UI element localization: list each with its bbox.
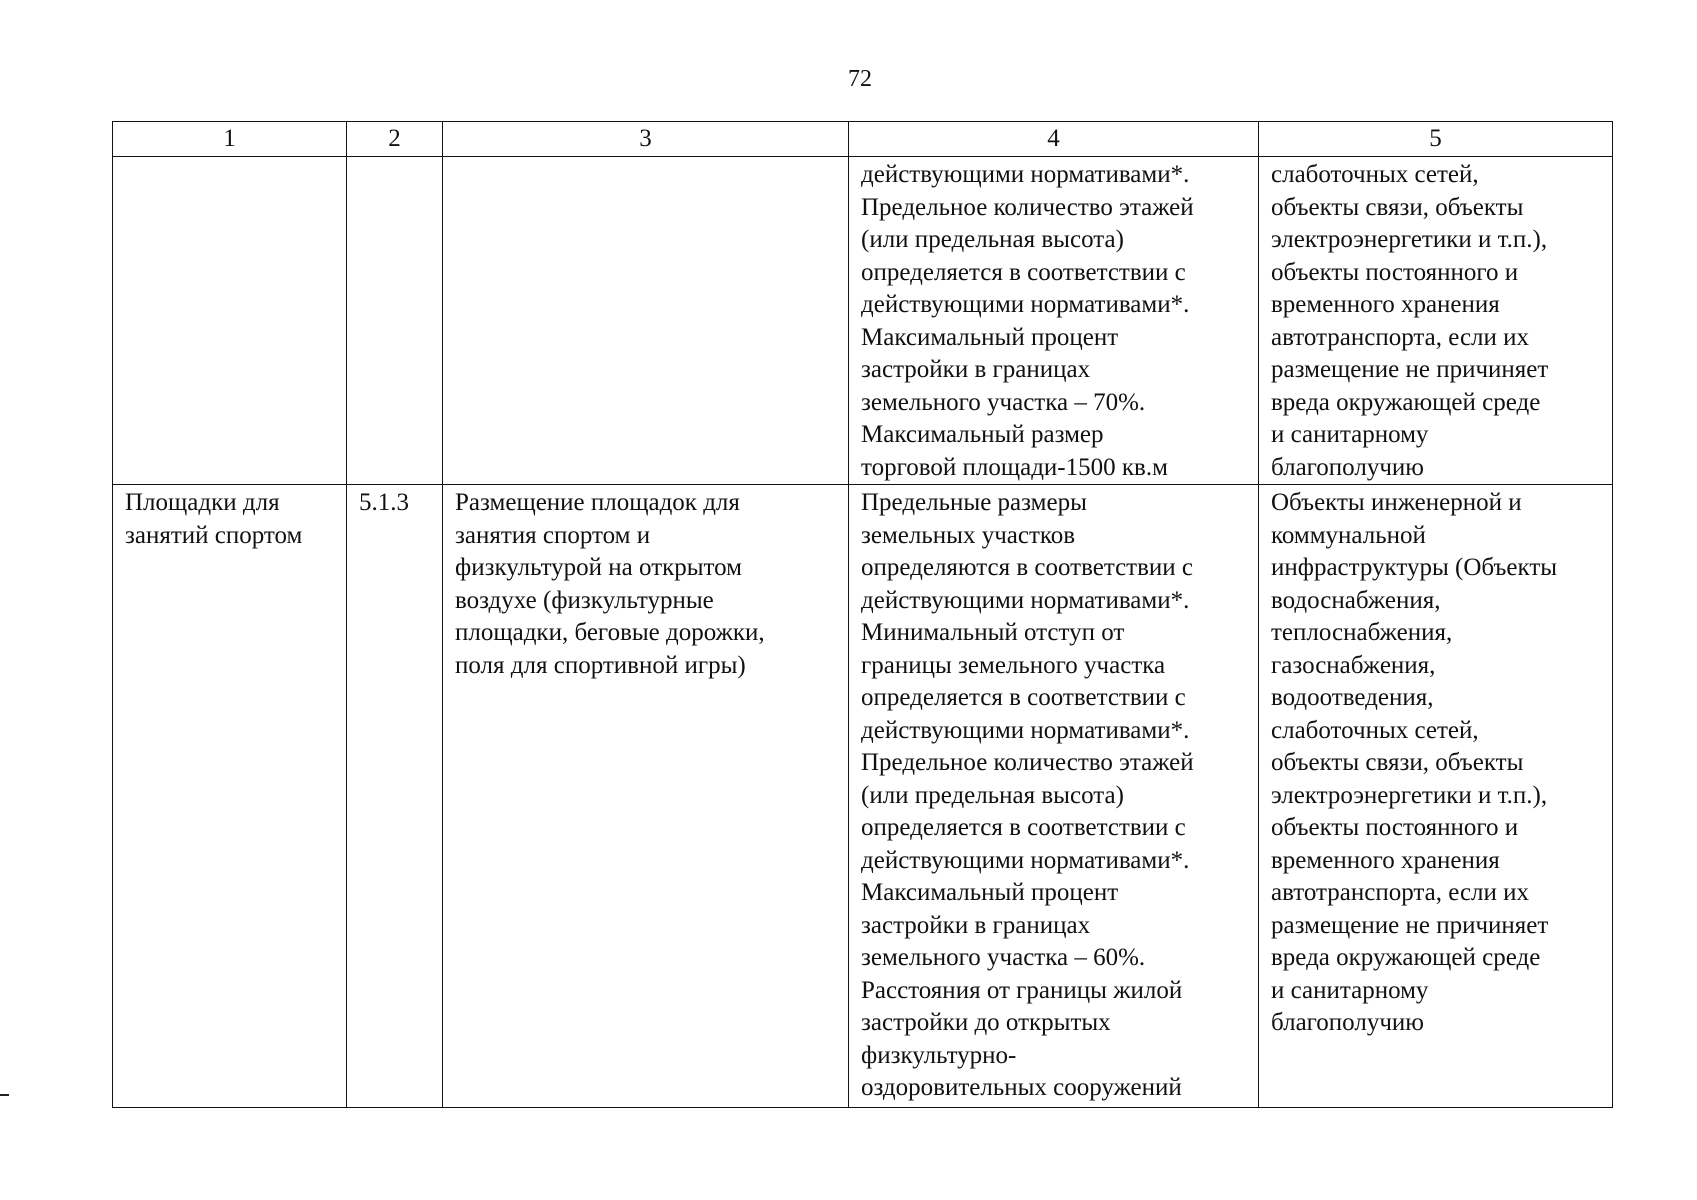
cell-code — [347, 157, 443, 485]
column-header-3: 3 — [443, 122, 849, 157]
cell-land-use-name — [113, 157, 347, 485]
zoning-table — [112, 121, 1613, 1108]
column-header-5: 5 — [1259, 122, 1613, 157]
table-row — [113, 485, 1613, 1108]
column-header-2: 2 — [347, 122, 443, 157]
column-header-1: 1 — [113, 122, 347, 157]
cell-code: 5.1.3 — [347, 485, 443, 1108]
cell-parameters: действующими нормативами*. Предельное количество этажей (или предельная высота) определяется в соответствии с действующими нормативами*. Максимальный процент застройки в границах земельного участка – 70%. Максимальный размер торговой площади-1500 кв.м — [849, 157, 1259, 485]
cell-land-use-name: Площадки для занятий спортом — [113, 485, 347, 1108]
cell-auxiliary-uses: Объекты инженерной и коммунальной инфраструктуры (Объекты водоснабжения, теплоснабжения, газоснабжения, водоотведения, слаботочных сетей, объекты связи, объекты электроэнергетики и т.п.), объекты постоянного и временного хранения автотранспорта, если их размещение не причиняет вреда окружающей среде и санитарному благополучию — [1259, 485, 1613, 1108]
table-header — [113, 122, 1613, 157]
cell-auxiliary-uses: слаботочных сетей, объекты связи, объекты электроэнергетики и т.п.), объекты постоянного и временного хранения автотранспорта, если их размещение не причиняет вреда окружающей среде и санитарному благополучию — [1259, 157, 1613, 485]
table-body — [113, 157, 1613, 1108]
cell-parameters: Предельные размеры земельных участков определяются в соответствии с действующими нормативами*. Минимальный отступ от границы земельного участка определяется в соответствии с действующими нормативами*. Предельное количество этажей (или предельная высота) определяется в соответствии с действующими нормативами*. Максимальный процент застройки в границах земельного участка – 60%. Расстояния от границы жилой застройки до открытых физкультурно- оздоровительных сооружений — [849, 485, 1259, 1108]
margin-mark — [0, 1094, 9, 1096]
page-number: 72 — [848, 66, 872, 92]
column-header-4: 4 — [849, 122, 1259, 157]
cell-description — [443, 157, 849, 485]
table-row — [113, 157, 1613, 485]
cell-description: Размещение площадок для занятия спортом и физкультурой на открытом воздухе (физкультурные площадки, беговые дорожки, поля для спортивной игры) — [443, 485, 849, 1108]
header-row — [113, 122, 1613, 157]
